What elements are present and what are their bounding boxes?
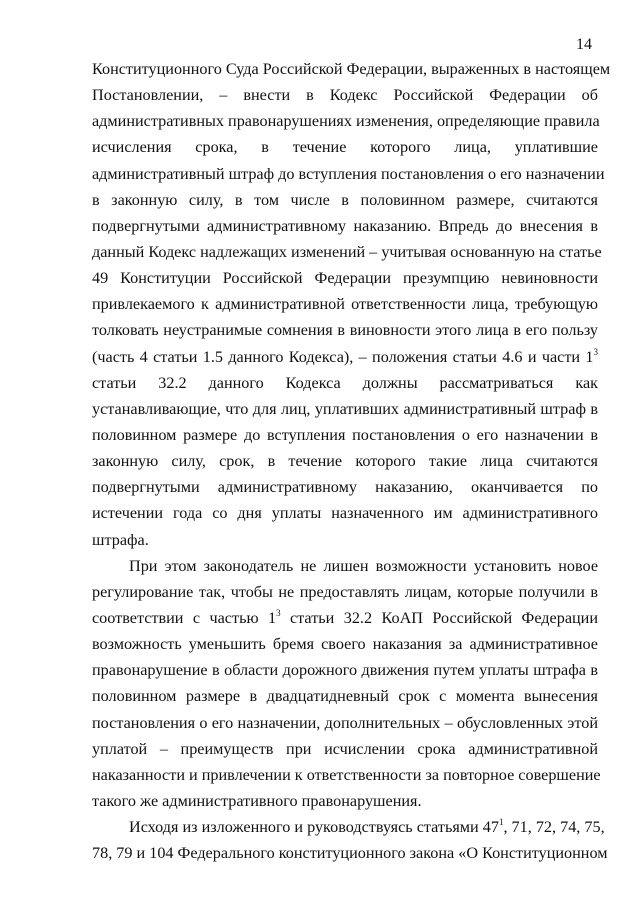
text-line-content: подвергнутыми административному наказанию. Впредь до внесения в <box>92 216 598 235</box>
text-line-content: 49 Конституции Российской Федерации презумпцию невиновности <box>92 269 598 288</box>
superscript: 3 <box>593 346 598 357</box>
superscript: 1 <box>498 817 504 828</box>
text-line <box>92 683 598 709</box>
text-line <box>92 710 598 736</box>
text-line <box>92 265 598 291</box>
text-line-content: статьи 32.2 данного Кодекса должны рассматриваться как <box>92 373 598 392</box>
text-line <box>92 370 598 396</box>
text-line-content: (часть 4 статьи 1.5 данного Кодекса), – положения статьи 4.6 и части 1 <box>92 347 594 366</box>
text-line-content: такого же административного правонарушения. <box>92 791 422 810</box>
page-number: 14 <box>576 36 592 53</box>
text-line <box>92 736 598 762</box>
text-line <box>92 213 598 239</box>
text-line <box>92 161 605 187</box>
text-line-content: регулирование так, чтобы не предоставлять лицам, которые получили в <box>92 582 598 601</box>
document-body <box>92 56 611 866</box>
text-line <box>92 579 598 605</box>
text-line-content: уплатой – преимуществ при исчислении срока административной <box>92 739 598 758</box>
text-line-content: подвергнутыми административному наказанию, оканчивается по <box>92 478 598 497</box>
text-line-content: административный штраф до вступления постановления о его назначении <box>92 164 605 183</box>
text-line <box>92 788 598 814</box>
text-line-content: наказанности и привлечении к ответственности за повторное совершение <box>92 765 601 784</box>
text-line-content: половинном размере до вступления постановления о его назначении в <box>92 425 598 444</box>
text-line <box>92 657 598 683</box>
text-line <box>92 422 598 448</box>
text-line <box>92 291 598 317</box>
text-line <box>92 631 598 657</box>
text-line-content: толковать неустранимые сомнения в виновности этого лица в его пользу <box>92 321 598 340</box>
text-line-content: статьи 32.2 КоАП Российской Федерации <box>280 608 598 627</box>
text-line <box>92 527 598 553</box>
text-line-content: устанавливающие, что для лиц, уплативших административный штраф в <box>92 399 598 418</box>
text-line-content: исчисления срока, в течение которого лица, уплатившие <box>92 138 598 157</box>
text-line-content: постановления о его назначении, дополнительных – обусловленных этой <box>92 713 598 732</box>
text-line-content: Конституционного Суда Российской Федерации, выраженных в настоящем <box>92 60 611 78</box>
text-line <box>92 605 598 631</box>
text-line <box>92 840 608 866</box>
text-line-content: административных правонарушениях изменения, определяющие правила <box>92 112 600 131</box>
text-line <box>92 448 598 474</box>
text-line <box>92 474 598 500</box>
text-line-content: 78, 79 и 104 Федерального конституционного закона «О Конституционном <box>92 844 608 863</box>
text-line-content: При этом законодатель не лишен возможности установить новое <box>129 556 598 575</box>
text-line <box>92 317 598 343</box>
text-line <box>92 500 598 526</box>
superscript: 3 <box>276 607 281 618</box>
text-line <box>92 108 598 134</box>
text-line-content: данный Кодекс надлежащих изменений – учитывая основанную на статье <box>92 242 602 261</box>
text-line-content: Постановлении, – внести в Кодекс Российской Федерации об <box>92 86 598 105</box>
text-line-content: штрафа. <box>92 530 149 549</box>
text-line-content: истечении года со дня уплаты назначенного им административного <box>92 504 598 523</box>
text-line <box>92 762 601 788</box>
text-line-content: половинном размере в двадцатидневный срок с момента вынесения <box>92 687 598 706</box>
text-line <box>92 344 598 370</box>
text-line-content: законную силу, срок, в течение которого такие лица считаются <box>92 452 598 471</box>
text-line-content: правонарушение в области дорожного движения путем уплаты штрафа в <box>92 661 598 680</box>
text-line <box>92 56 611 82</box>
text-line <box>92 82 598 108</box>
text-line-content: возможность уменьшить бремя своего наказания за административное <box>92 635 598 654</box>
text-line <box>92 553 598 579</box>
text-line <box>92 814 605 840</box>
text-line <box>92 134 598 160</box>
text-line-content: соответствии с частью 1 <box>92 608 277 627</box>
text-line-content: Исходя из изложенного и руководствуясь статьями 47 <box>129 818 499 837</box>
text-line <box>92 239 602 265</box>
text-line <box>92 187 598 213</box>
text-line-content: , 71, 72, 74, 75, <box>503 818 605 837</box>
text-line-content: привлекаемого к административной ответственности лица, требующую <box>92 295 598 314</box>
text-line <box>92 396 598 422</box>
text-line-content: в законную силу, в том числе в половинном размере, считаются <box>92 190 598 209</box>
